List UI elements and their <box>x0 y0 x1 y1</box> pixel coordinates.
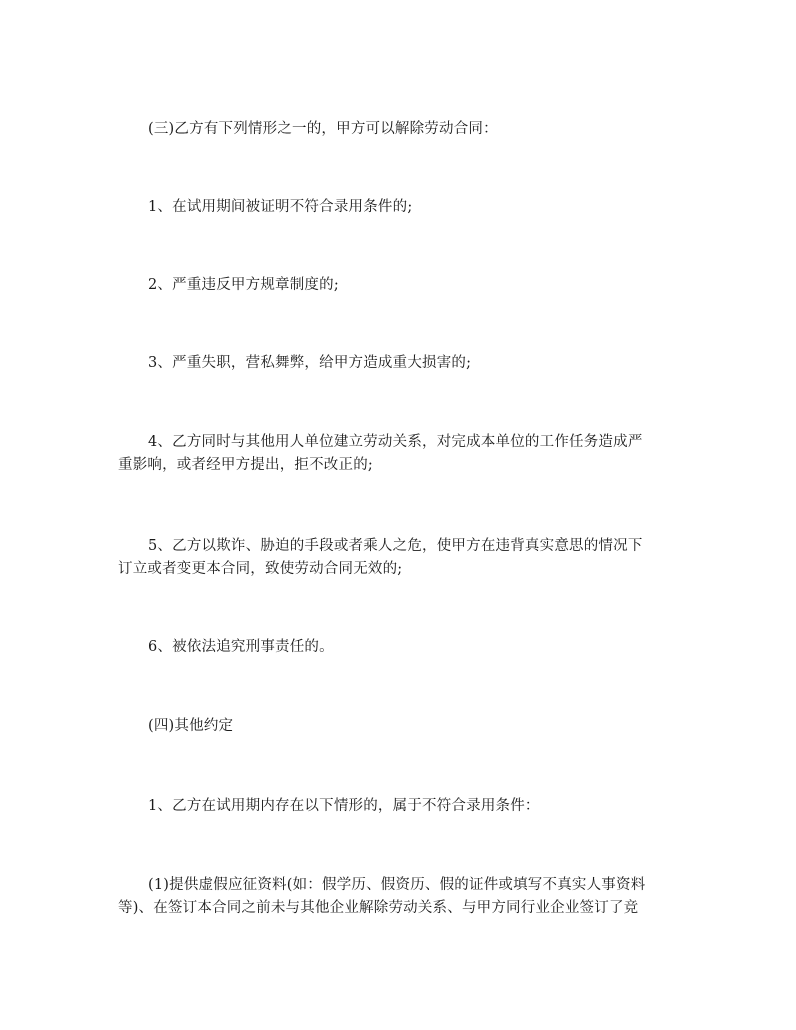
text-line: 3、严重失职，营私舞弊，给甲方造成重大损害的; <box>148 355 472 371</box>
section-3-heading <box>118 118 678 141</box>
other-clause-1-item-1 <box>118 874 678 920</box>
text-line: 6、被依法追究刑事责任的。 <box>148 639 334 655</box>
clause-2 <box>118 274 678 297</box>
text-line: 2、严重违反甲方规章制度的; <box>148 277 339 293</box>
text-line: 订立或者变更本合同，致使劳动合同无效的; <box>118 561 403 577</box>
clause-5 <box>118 535 678 581</box>
text-line: 1、在试用期间被证明不符合录用条件的; <box>148 199 413 215</box>
text-line: 4、乙方同时与其他用人单位建立劳动关系，对完成本单位的工作任务造成严 <box>148 434 643 450</box>
text-line: 5、乙方以欺诈、胁迫的手段或者乘人之危，使甲方在违背真实意思的情况下 <box>148 538 643 554</box>
text-line: 等)、在签订本合同之前未与其他企业解除劳动关系、与甲方同行业企业签订了竞 <box>118 900 639 916</box>
text-line: (1)提供虚假应征资料(如：假学历、假资历、假的证件或填写不真实人事资料 <box>148 877 646 893</box>
clause-6 <box>118 636 678 659</box>
clause-4 <box>118 431 678 477</box>
text-line: (四)其他约定 <box>148 718 234 734</box>
other-clause-1 <box>118 795 678 818</box>
text-line: 重影响，或者经甲方提出，拒不改正的; <box>118 457 373 473</box>
clause-1 <box>118 196 678 219</box>
text-line: 1、乙方在试用期内存在以下情形的，属于不符合录用条件： <box>148 798 540 814</box>
section-4-heading <box>118 715 678 738</box>
clause-3 <box>118 352 678 375</box>
text-line: (三)乙方有下列情形之一的，甲方可以解除劳动合同： <box>148 121 498 137</box>
